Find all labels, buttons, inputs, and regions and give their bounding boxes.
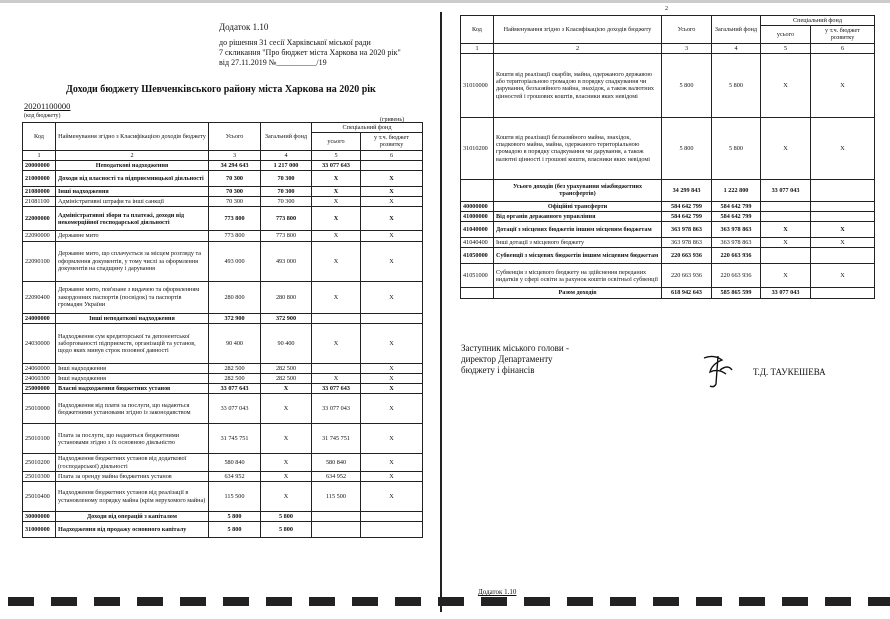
table-row bbox=[23, 187, 423, 197]
cell-name: Надходження від продажу основного капіталу bbox=[56, 522, 209, 538]
cell-code: 25010000 bbox=[23, 394, 56, 424]
col-total-header: Усього bbox=[209, 123, 261, 151]
cell-name: Доходи від власності та підприємницької діяльності bbox=[56, 171, 209, 187]
cell-development bbox=[811, 201, 875, 211]
cell-total: 584 642 799 bbox=[662, 201, 712, 211]
col-general-header: Загальний фонд bbox=[712, 16, 761, 44]
cell-name: Державне мито, пов'язане з видачею та оформленням закордонних паспортів (посвідок) та паспортів громадян України bbox=[56, 281, 209, 313]
table-row bbox=[461, 264, 875, 288]
page-fold-divider bbox=[440, 12, 442, 612]
table-row bbox=[23, 323, 423, 363]
cell-code: 30000000 bbox=[23, 512, 56, 522]
cell-general: X bbox=[261, 394, 312, 424]
cell-special bbox=[312, 363, 361, 373]
cell-development: X bbox=[361, 207, 423, 231]
scan-mark bbox=[352, 597, 378, 606]
cell-development: X bbox=[361, 187, 423, 197]
cell-development bbox=[361, 313, 423, 323]
cell-total: 70 300 bbox=[209, 171, 261, 187]
decision-line-3: від 27.11.2019 №__________/19 bbox=[219, 58, 327, 67]
cell-development: X bbox=[811, 117, 875, 179]
cell-code bbox=[461, 288, 494, 298]
cell-name: Дотації з місцевих бюджетів іншим місцевим бюджетам bbox=[494, 222, 662, 238]
col-special-total-header: усього bbox=[312, 133, 361, 150]
cell-name: Адміністративні штрафи та інші санкції bbox=[56, 197, 209, 207]
cell-name: Кошти від реалізації безхазяйного майна, знахідок, спадкового майна, майна, одержаного територіальною громадою в порядку спадкування чи дарування, а також валютні цінності і грошові кошти, власники яких невідомі bbox=[494, 117, 662, 179]
cell-total: 115 500 bbox=[209, 482, 261, 512]
table-row bbox=[23, 454, 423, 471]
cell-general: 493 000 bbox=[261, 241, 312, 281]
cell-special: 580 840 bbox=[312, 454, 361, 471]
cell-total: 773 800 bbox=[209, 207, 261, 231]
cell-total: 33 077 643 bbox=[209, 384, 261, 394]
cell-general: 584 642 799 bbox=[712, 212, 761, 222]
col-index: 4 bbox=[712, 43, 761, 53]
cell-development: X bbox=[361, 384, 423, 394]
col-code-header: Код bbox=[23, 123, 56, 151]
cell-general: 584 642 799 bbox=[712, 201, 761, 211]
col-development-header: у т.ч. бюджет розвитку bbox=[811, 26, 875, 43]
cell-general: 70 300 bbox=[261, 187, 312, 197]
cell-special bbox=[761, 212, 811, 222]
cell-code: 25010300 bbox=[23, 471, 56, 481]
cell-code: 21081100 bbox=[23, 197, 56, 207]
cell-general: 282 500 bbox=[261, 363, 312, 373]
cell-development: X bbox=[811, 53, 875, 117]
cell-total: 634 952 bbox=[209, 471, 261, 481]
cell-special: X bbox=[312, 241, 361, 281]
table-row bbox=[23, 281, 423, 313]
col-index: 5 bbox=[761, 43, 811, 53]
cell-code: 25010400 bbox=[23, 482, 56, 512]
cell-special: X bbox=[312, 374, 361, 384]
cell-total: 34 294 643 bbox=[209, 160, 261, 170]
signature-line-2: директор Департаменту bbox=[461, 354, 553, 364]
cell-total: 70 300 bbox=[209, 197, 261, 207]
cell-name: Усього доходів (без урахування міжбюджетних трансфертів) bbox=[494, 179, 662, 201]
scan-mark bbox=[8, 597, 34, 606]
cell-special: X bbox=[312, 231, 361, 241]
cell-total: 584 642 799 bbox=[662, 212, 712, 222]
cell-code: 41050000 bbox=[461, 248, 494, 264]
cell-name: Надходження бюджетних установ від реалізації в установленому порядку майна (крім нерухомого майна) bbox=[56, 482, 209, 512]
cell-special: X bbox=[761, 238, 811, 248]
scan-mark bbox=[868, 597, 890, 606]
cell-code: 41000000 bbox=[461, 212, 494, 222]
cell-special: X bbox=[761, 117, 811, 179]
cell-special: 33 077 643 bbox=[312, 384, 361, 394]
cell-total: 363 978 863 bbox=[662, 222, 712, 238]
cell-development: X bbox=[361, 197, 423, 207]
scan-mark bbox=[825, 597, 851, 606]
cell-total: 31 745 751 bbox=[209, 424, 261, 454]
table-row bbox=[23, 197, 423, 207]
cell-general: 585 865 599 bbox=[712, 288, 761, 298]
cell-name: Власні надходження бюджетних установ bbox=[56, 384, 209, 394]
col-special-header: Спеціальний фонд bbox=[312, 123, 423, 133]
cell-code bbox=[461, 179, 494, 201]
cell-general: 5 800 bbox=[261, 522, 312, 538]
scan-mark bbox=[395, 597, 421, 606]
table-row bbox=[23, 313, 423, 323]
table-row bbox=[23, 424, 423, 454]
budget-code-label: (код бюджету) bbox=[24, 113, 61, 119]
cell-development: X bbox=[811, 238, 875, 248]
cell-general: 5 800 bbox=[712, 117, 761, 179]
cell-general: 5 800 bbox=[712, 53, 761, 117]
scan-mark bbox=[739, 597, 765, 606]
cell-development: X bbox=[361, 394, 423, 424]
cell-development bbox=[361, 160, 423, 170]
cell-name: Доходи від операцій з капіталом bbox=[56, 512, 209, 522]
cell-total: 90 400 bbox=[209, 323, 261, 363]
cell-special: X bbox=[312, 171, 361, 187]
table-row bbox=[23, 482, 423, 512]
col-index: 6 bbox=[811, 43, 875, 53]
cell-name: Інші неподаткові надходження bbox=[56, 313, 209, 323]
cell-name: Інші надходження bbox=[56, 374, 209, 384]
cell-code: 24000000 bbox=[23, 313, 56, 323]
col-index: 2 bbox=[56, 150, 209, 160]
decision-reference bbox=[219, 38, 439, 68]
col-index: 2 bbox=[494, 43, 662, 53]
scan-top-edge bbox=[0, 0, 890, 3]
cell-development: X bbox=[811, 222, 875, 238]
scan-mark bbox=[309, 597, 335, 606]
scan-mark bbox=[696, 597, 722, 606]
col-name-header: Найменування згідно з Класифікацією доходів бюджету bbox=[494, 16, 662, 44]
cell-general: 220 663 936 bbox=[712, 248, 761, 264]
cell-general: 1 217 000 bbox=[261, 160, 312, 170]
cell-special: X bbox=[761, 53, 811, 117]
cell-name: Надходження від плати за послуги, що надаються бюджетними установами згідно із законодавством bbox=[56, 394, 209, 424]
cell-total: 70 300 bbox=[209, 187, 261, 197]
cell-total: 580 840 bbox=[209, 454, 261, 471]
table-row bbox=[461, 53, 875, 117]
cell-special: 33 077 043 bbox=[312, 394, 361, 424]
cell-code: 41040000 bbox=[461, 222, 494, 238]
cell-special bbox=[761, 201, 811, 211]
scan-mark bbox=[266, 597, 292, 606]
col-development-header: у т.ч. бюджет розвитку bbox=[361, 133, 423, 150]
cell-special: 33 077 043 bbox=[761, 179, 811, 201]
cell-code: 22090400 bbox=[23, 281, 56, 313]
cell-name: Державне мито, що сплачується за місцем розгляду та оформлення документів, у тому числі за оформлення документів на спадщину і дарування bbox=[56, 241, 209, 281]
cell-development: X bbox=[361, 471, 423, 481]
cell-general: 280 800 bbox=[261, 281, 312, 313]
cell-total: 5 800 bbox=[662, 117, 712, 179]
table-row bbox=[461, 179, 875, 201]
cell-development bbox=[361, 522, 423, 538]
signature-line-3: бюджету і фінансів bbox=[461, 365, 535, 375]
table-row bbox=[461, 238, 875, 248]
col-special-header: Спеціальний фонд bbox=[761, 16, 875, 26]
income-table-left bbox=[22, 122, 423, 538]
cell-code: 25000000 bbox=[23, 384, 56, 394]
footer-appendix: Додаток 1.10 bbox=[478, 588, 517, 596]
signature-position bbox=[461, 343, 569, 376]
col-index: 3 bbox=[662, 43, 712, 53]
table-row bbox=[461, 201, 875, 211]
cell-development: X bbox=[361, 482, 423, 512]
cell-code: 20000000 bbox=[23, 160, 56, 170]
cell-total: 282 500 bbox=[209, 363, 261, 373]
cell-special: 33 077 643 bbox=[312, 160, 361, 170]
cell-total: 372 900 bbox=[209, 313, 261, 323]
cell-special: 634 952 bbox=[312, 471, 361, 481]
table-row bbox=[461, 117, 875, 179]
col-total-header: Усього bbox=[662, 16, 712, 44]
cell-code: 24060300 bbox=[23, 374, 56, 384]
cell-special: 31 745 751 bbox=[312, 424, 361, 454]
col-index: 1 bbox=[461, 43, 494, 53]
cell-development: X bbox=[361, 241, 423, 281]
table-row bbox=[461, 248, 875, 264]
cell-code: 31010000 bbox=[461, 53, 494, 117]
scan-mark bbox=[94, 597, 120, 606]
cell-special: 33 077 043 bbox=[761, 288, 811, 298]
cell-general: 5 800 bbox=[261, 512, 312, 522]
cell-name: Субвенція з місцевого бюджету на здійснення переданих видатків у сфері освіти за рахунок коштів освітньої субвенції bbox=[494, 264, 662, 288]
col-index: 3 bbox=[209, 150, 261, 160]
cell-code: 21000000 bbox=[23, 171, 56, 187]
cell-general: 363 978 863 bbox=[712, 222, 761, 238]
cell-total: 220 663 936 bbox=[662, 248, 712, 264]
cell-total: 5 800 bbox=[209, 512, 261, 522]
table-row bbox=[23, 207, 423, 231]
cell-special: X bbox=[312, 197, 361, 207]
table-row bbox=[23, 363, 423, 373]
cell-general: X bbox=[261, 454, 312, 471]
cell-general: 90 400 bbox=[261, 323, 312, 363]
handwritten-signature bbox=[700, 350, 736, 390]
cell-general: X bbox=[261, 424, 312, 454]
table-row bbox=[23, 394, 423, 424]
cell-development: X bbox=[361, 374, 423, 384]
cell-development: X bbox=[361, 171, 423, 187]
scan-mark bbox=[51, 597, 77, 606]
col-index: 1 bbox=[23, 150, 56, 160]
cell-total: 282 500 bbox=[209, 374, 261, 384]
cell-total: 280 800 bbox=[209, 281, 261, 313]
cell-special bbox=[312, 313, 361, 323]
table-row bbox=[23, 231, 423, 241]
scan-mark bbox=[567, 597, 593, 606]
appendix-label: Додаток 1.10 bbox=[219, 22, 269, 32]
cell-development: X bbox=[361, 454, 423, 471]
table-row bbox=[23, 241, 423, 281]
cell-general: 363 978 863 bbox=[712, 238, 761, 248]
cell-name: Від органів державного управління bbox=[494, 212, 662, 222]
signature-line-1: Заступник міського голови - bbox=[461, 343, 569, 353]
table-row bbox=[23, 471, 423, 481]
budget-code: 20201100000 bbox=[24, 101, 71, 111]
page-number: 2 bbox=[665, 6, 668, 12]
scan-mark bbox=[438, 597, 464, 606]
cell-code: 25010200 bbox=[23, 454, 56, 471]
cell-general: 1 222 800 bbox=[712, 179, 761, 201]
scan-mark bbox=[180, 597, 206, 606]
cell-name: Інші надходження bbox=[56, 363, 209, 373]
cell-total: 5 800 bbox=[209, 522, 261, 538]
scan-mark bbox=[782, 597, 808, 606]
cell-development bbox=[361, 512, 423, 522]
cell-general: 282 500 bbox=[261, 374, 312, 384]
cell-special bbox=[312, 522, 361, 538]
cell-total: 5 800 bbox=[662, 53, 712, 117]
decision-line-1: до рішення 31 сесії Харківської міської ради bbox=[219, 38, 371, 47]
cell-total: 220 663 936 bbox=[662, 264, 712, 288]
cell-development bbox=[811, 179, 875, 201]
cell-name: Неподаткові надходження bbox=[56, 160, 209, 170]
cell-general: 773 800 bbox=[261, 207, 312, 231]
signatory-name: Т.Д. ТАУКЕШЕВА bbox=[753, 367, 826, 377]
cell-special: X bbox=[312, 281, 361, 313]
currency-label: (гривень) bbox=[380, 117, 405, 123]
cell-general: 70 300 bbox=[261, 171, 312, 187]
cell-special: X bbox=[312, 187, 361, 197]
cell-special: 115 500 bbox=[312, 482, 361, 512]
col-special-total-header: усього bbox=[761, 26, 811, 43]
table-row bbox=[23, 522, 423, 538]
cell-code: 22000000 bbox=[23, 207, 56, 231]
cell-name: Надходження бюджетних установ від додаткової (господарської) діяльності bbox=[56, 454, 209, 471]
page-title: Доходи бюджету Шевченківського району міста Харкова на 2020 рік bbox=[66, 84, 376, 95]
cell-development: X bbox=[361, 231, 423, 241]
cell-development: X bbox=[361, 363, 423, 373]
decision-line-2: 7 скликання "Про бюджет міста Харкова на 2020 рік" bbox=[219, 48, 401, 57]
cell-development bbox=[811, 212, 875, 222]
cell-code: 41051000 bbox=[461, 264, 494, 288]
cell-special: X bbox=[312, 207, 361, 231]
table-row bbox=[461, 222, 875, 238]
col-general-header: Загальний фонд bbox=[261, 123, 312, 151]
table-row bbox=[23, 374, 423, 384]
table-row bbox=[461, 288, 875, 298]
col-name-header: Найменування згідно з Класифікацією доходів бюджету bbox=[56, 123, 209, 151]
cell-code: 22090100 bbox=[23, 241, 56, 281]
cell-total: 618 942 643 bbox=[662, 288, 712, 298]
cell-name: Разом доходів bbox=[494, 288, 662, 298]
table-row bbox=[23, 384, 423, 394]
cell-total: 34 299 843 bbox=[662, 179, 712, 201]
cell-development: X bbox=[361, 281, 423, 313]
col-index: 4 bbox=[261, 150, 312, 160]
scan-mark bbox=[137, 597, 163, 606]
cell-code: 40000000 bbox=[461, 201, 494, 211]
cell-name: Інші дотації з місцевого бюджету bbox=[494, 238, 662, 248]
cell-general: 773 800 bbox=[261, 231, 312, 241]
cell-development: X bbox=[361, 424, 423, 454]
cell-code: 21080000 bbox=[23, 187, 56, 197]
cell-general: 372 900 bbox=[261, 313, 312, 323]
cell-name: Кошти від реалізації скарбів, майна, одержаного державою або територіальною громадою в порядку спадкування чи дарування, безхазяйного майна, знахідок, а також валютних цінностей і грошових коштів, власники яких невідомі bbox=[494, 53, 662, 117]
cell-name: Надходження сум кредиторської та депонентської заборгованості підприємств, організацій та установ, щодо яких минув строк позовної давності bbox=[56, 323, 209, 363]
income-table-right bbox=[460, 15, 875, 299]
col-index: 5 bbox=[312, 150, 361, 160]
cell-total: 33 077 043 bbox=[209, 394, 261, 424]
cell-total: 363 978 863 bbox=[662, 238, 712, 248]
cell-code: 25010100 bbox=[23, 424, 56, 454]
cell-development: X bbox=[811, 264, 875, 288]
scan-mark bbox=[481, 597, 507, 606]
scan-mark bbox=[223, 597, 249, 606]
cell-code: 31000000 bbox=[23, 522, 56, 538]
cell-special: X bbox=[761, 222, 811, 238]
cell-general: 220 663 936 bbox=[712, 264, 761, 288]
cell-special: X bbox=[761, 264, 811, 288]
cell-special bbox=[761, 248, 811, 264]
cell-code: 41040400 bbox=[461, 238, 494, 248]
cell-code: 24030000 bbox=[23, 323, 56, 363]
cell-name: Офіційні трансферти bbox=[494, 201, 662, 211]
table-row bbox=[23, 171, 423, 187]
cell-name: Плата за оренду майна бюджетних установ bbox=[56, 471, 209, 481]
cell-general: X bbox=[261, 482, 312, 512]
cell-special bbox=[312, 512, 361, 522]
cell-total: 493 000 bbox=[209, 241, 261, 281]
cell-name: Субвенції з місцевих бюджетів іншим місцевим бюджетам bbox=[494, 248, 662, 264]
scan-mark bbox=[653, 597, 679, 606]
cell-total: 773 800 bbox=[209, 231, 261, 241]
cell-name: Інші надходження bbox=[56, 187, 209, 197]
cell-code: 24060000 bbox=[23, 363, 56, 373]
cell-code: 31010200 bbox=[461, 117, 494, 179]
cell-development bbox=[811, 248, 875, 264]
cell-code: 22090000 bbox=[23, 231, 56, 241]
scan-mark bbox=[524, 597, 550, 606]
scan-mark bbox=[610, 597, 636, 606]
cell-development bbox=[811, 288, 875, 298]
table-row bbox=[23, 512, 423, 522]
cell-general: X bbox=[261, 471, 312, 481]
cell-general: 70 300 bbox=[261, 197, 312, 207]
table-row bbox=[461, 212, 875, 222]
cell-name: Адміністративні збори та платежі, доходи від некомерційної господарської діяльності bbox=[56, 207, 209, 231]
cell-development: X bbox=[361, 323, 423, 363]
cell-general: X bbox=[261, 384, 312, 394]
cell-name: Плата за послуги, що надаються бюджетними установами згідно з їх основною діяльністю bbox=[56, 424, 209, 454]
cell-name: Державне мито bbox=[56, 231, 209, 241]
cell-special: X bbox=[312, 323, 361, 363]
table-row bbox=[23, 160, 423, 170]
col-index: 6 bbox=[361, 150, 423, 160]
col-code-header: Код bbox=[461, 16, 494, 44]
